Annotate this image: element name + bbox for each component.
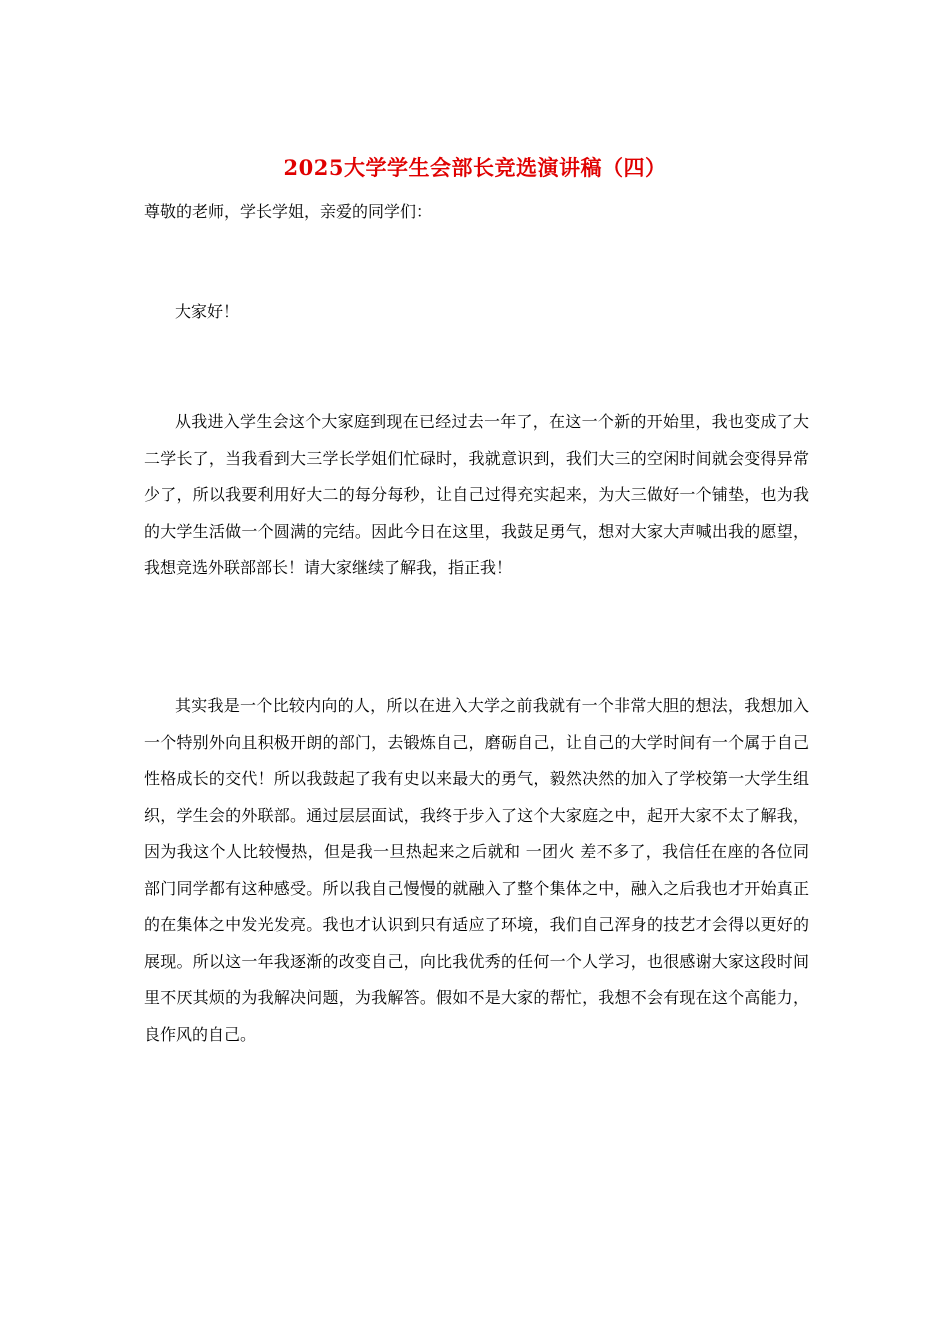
paragraph-2: 其实我是一个比较内向的人，所以在进入大学之前我就有一个非常大胆的想法，我想加入一个特别外向且积极开朗的部门，去锻炼自己，磨砺自己，让自己的大学时间有一个属于自己性格成长的交代！所以我鼓起了我有史以来最大的勇气，毅然决然的加入了学校第一大学生组织，学生会的外联部。通过层层面试，我终于步入了这个大家庭之中，起开大家不太了解我，因为我这个人比较慢热，但是我一旦热起来之后就和 一团火 差不多了，我信任在座的各位同部门同学都有这种感受。所以我自己慢慢的就融入了整个集体之中，融入之后我也才开始真正的在集体之中发光发亮。我也才认识到只有适应了环境，我们自己浑身的技艺才会得以更好的展现。所以这一年我逐渐的改变自己，向比我优秀的任何一个人学习，也很感谢大家这段时间里不厌其烦的为我解决问题，为我解答。假如不是大家的帮忙，我想不会有现在这个高能力，良作风的自己。 <box>144 696 809 1044</box>
salutation: 尊敬的老师，学长学姐，亲爱的同学们： <box>144 202 433 221</box>
document-title: 2025大学学生会部长竞选演讲稿（四） <box>283 155 667 180</box>
paragraph-1: 从我进入学生会这个大家庭到现在已经过去一年了，在这一个新的开始里，我也变成了大二学长了，当我看到大三学长学姐们忙碌时，我就意识到，我们大三的空闲时间就会变得异常少了，所以我要利用好大二的每分每秒，让自己过得充实起来，为大三做好一个铺垫，也为我的大学生活做一个圆满的完结。因此今日在这里，我鼓足勇气，想对大家大声喊出我的愿望，我想竞选外联部部长！请大家继续了解我，指正我！ <box>144 412 809 577</box>
greeting: 大家好！ <box>175 302 240 321</box>
